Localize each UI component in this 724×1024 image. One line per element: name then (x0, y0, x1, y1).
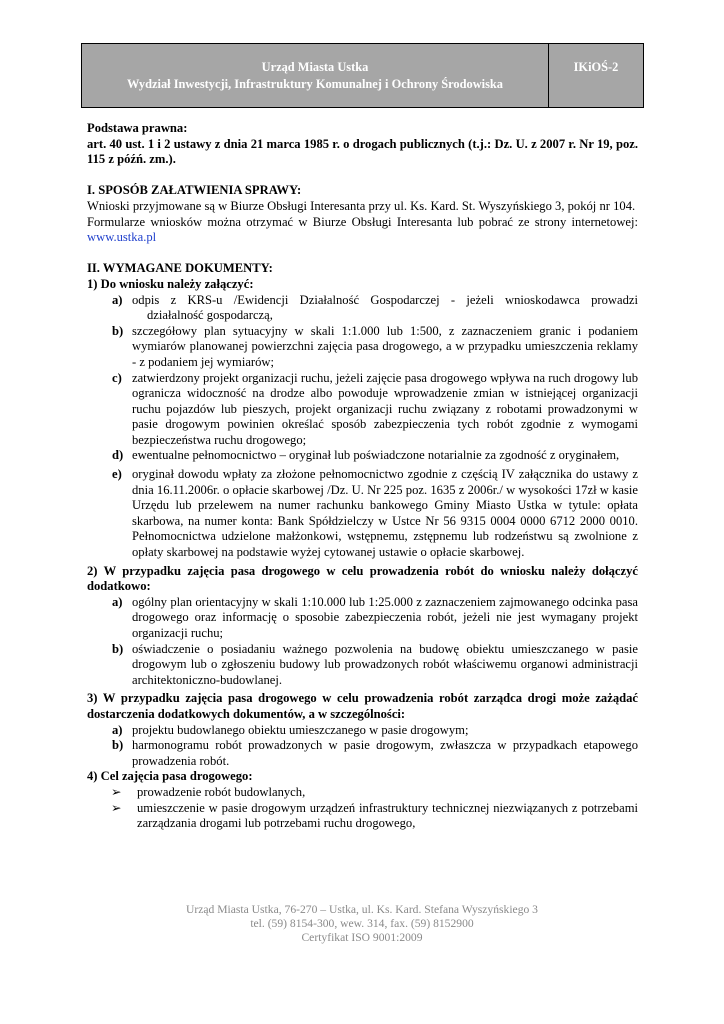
list-item: b) harmonogramu robót prowadzonych w pasie drogowym, zwłaszcza w przypadkach etapowego prowadzenia robót. (112, 738, 638, 768)
list-item: d) ewentualne pełnomocnictwo – oryginał lub poświadczone notarialnie za zgodność z oryginałem, (112, 448, 620, 463)
group-1-heading: 1) Do wniosku należy załączyć: (87, 276, 254, 291)
section-1-heading: I. SPOSÓB ZAŁATWIENIA SPRAWY: (87, 183, 302, 198)
header-title-cell (82, 44, 548, 107)
list-item: ➢ umieszczenie w pasie drogowym urządzeń infrastruktury technicznej niezwiązanych z potrzebami zarządzania drogami lub potrzebami ruchu drogowego, (87, 801, 638, 832)
header-box (81, 43, 644, 108)
document-body (87, 121, 638, 832)
footer-contact: tel. (59) 8154-300, wew. 314, fax. (59) 8152900 (250, 917, 474, 931)
document-code: IKiOŚ-2 (548, 44, 643, 107)
section-1-paragraph-2: Formularze wniosków można otrzymać w Biurze Obsługi Interesanta lub pobrać ze strony internetowej: www.ustka.pl (87, 214, 638, 245)
list-item: c) zatwierdzony projekt organizacji ruchu, jeżeli zajęcie pasa drogowego wpływa na ruch drogowy lub ogranicza widoczność na drodze albo powoduje wprowadzenie zmian w istniejącej organizacji ruchu pojazdów lub pieszych, projekt organizacji ruchu związany z robotami prowadzonymi w pasie drogowym powinien określać sposób zabezpieczenia tych robót zgodnie z wymogami bezpieczeństwa ruchu drogowego; (112, 370, 638, 447)
list-item: e) oryginał dowodu wpłaty za złożone pełnomocnictwo zgodnie z częścią IV załącznika do ustawy z dnia 16.11.2006r. o opłacie skarbowej /Dz. U. Nr 225 poz. 1635 z 2006r./ w wysokości 17zł w kasie Urzędu lub przelewem na numer rachunku bankowego Gminy Miasto Ustka w tytule: opłata skarbowa, na numer konta: Bank Spółdzielczy w Ustce Nr 56 9315 0004 0000 6712 2000 0010. Pełnomocnictwa udzielone małżonkowi, wstępnemu, zstępnemu lub rodzeństwu są zwolnione z opłaty skarbowej na podstawie wyżej cytowanej ustawie o opłacie skarbowej. (112, 467, 639, 560)
list-item: b) oświadczenie o posiadaniu ważnego pozwolenia na budowę obiektu umieszczanego w pasie drogowym lub o zgłoszeniu budowy lub prowadzonych robót właściwemu organowi administracji architektoniczno-budowlanej. (112, 641, 638, 687)
list-item: ➢ prowadzenie robót budowlanych, (87, 785, 638, 801)
list-item: a) ogólny plan orientacyjny w skali 1:10.000 lub 1:25.000 z zaznaczeniem zajmowanego odcinka pasa drogowego oraz informację o sposobie zabezpieczenia robót, jeżeli nie jest wymagany projekt organizacji ruchu; (112, 594, 638, 640)
list-item: b) szczegółowy plan sytuacyjny w skali 1:1.000 lub 1:500, z zaznaczeniem granic i podaniem wymiarów planowanej powierzchni zajęcia pasa drogowego, a w przypadku umieszczenia reklamy - z podaniem jej wymiarów; (112, 323, 638, 369)
legal-basis-heading: Podstawa prawna: (87, 121, 188, 135)
group-2-heading: 2) W przypadku zajęcia pasa drogowego w celu prowadzenia robót do wniosku należy dołączyć dodatkowo: (87, 563, 638, 594)
department-title: Wydział Inwestycji, Infrastruktury Komunalnej i Ochrony Środowiska (127, 76, 503, 91)
section-1-paragraph-1: Wnioski przyjmowane są w Biurze Obsługi Interesanta przy ul. Ks. Kard. St. Wyszyńskiego 3, pokój nr 104. (87, 198, 636, 213)
group-3-heading: 3) W przypadku zajęcia pasa drogowego w celu prowadzenia robót zarządca drogi może zażądać dostarczenia dodatkowych dokumentów, a w szczególności: (87, 691, 639, 721)
page-footer (0, 903, 724, 946)
footer-certificate: Certyfikat ISO 9001:2009 (301, 931, 423, 945)
group-4-heading: 4) Cel zajęcia pasa drogowego: (87, 769, 253, 784)
list-item: a) odpis z KRS-u /Ewidencji Działalność Gospodarczej - jeżeli wnioskodawca prowadzi działalność gospodarczą, (112, 292, 638, 323)
arrow-bullet-icon: ➢ (111, 784, 122, 799)
list-item: a) projektu budowlanego obiektu umieszczanego w pasie drogowym; (112, 722, 469, 737)
section-2-heading: II. WYMAGANE DOKUMENTY: (87, 261, 273, 276)
arrow-bullet-icon: ➢ (111, 800, 122, 815)
office-title: Urząd Miasta Ustka (261, 59, 369, 74)
legal-basis-text: art. 40 ust. 1 i 2 ustawy z dnia 21 marca 1985 r. o drogach publicznych (t.j.: Dz. U. z 2007 r. Nr 19, poz. 115 z późń. zm.). (87, 136, 638, 167)
footer-address: Urząd Miasta Ustka, 76-270 – Ustka, ul. Ks. Kard. Stefana Wyszyńskiego 3 (186, 903, 538, 916)
website-link[interactable]: www.ustka.pl (87, 230, 157, 245)
